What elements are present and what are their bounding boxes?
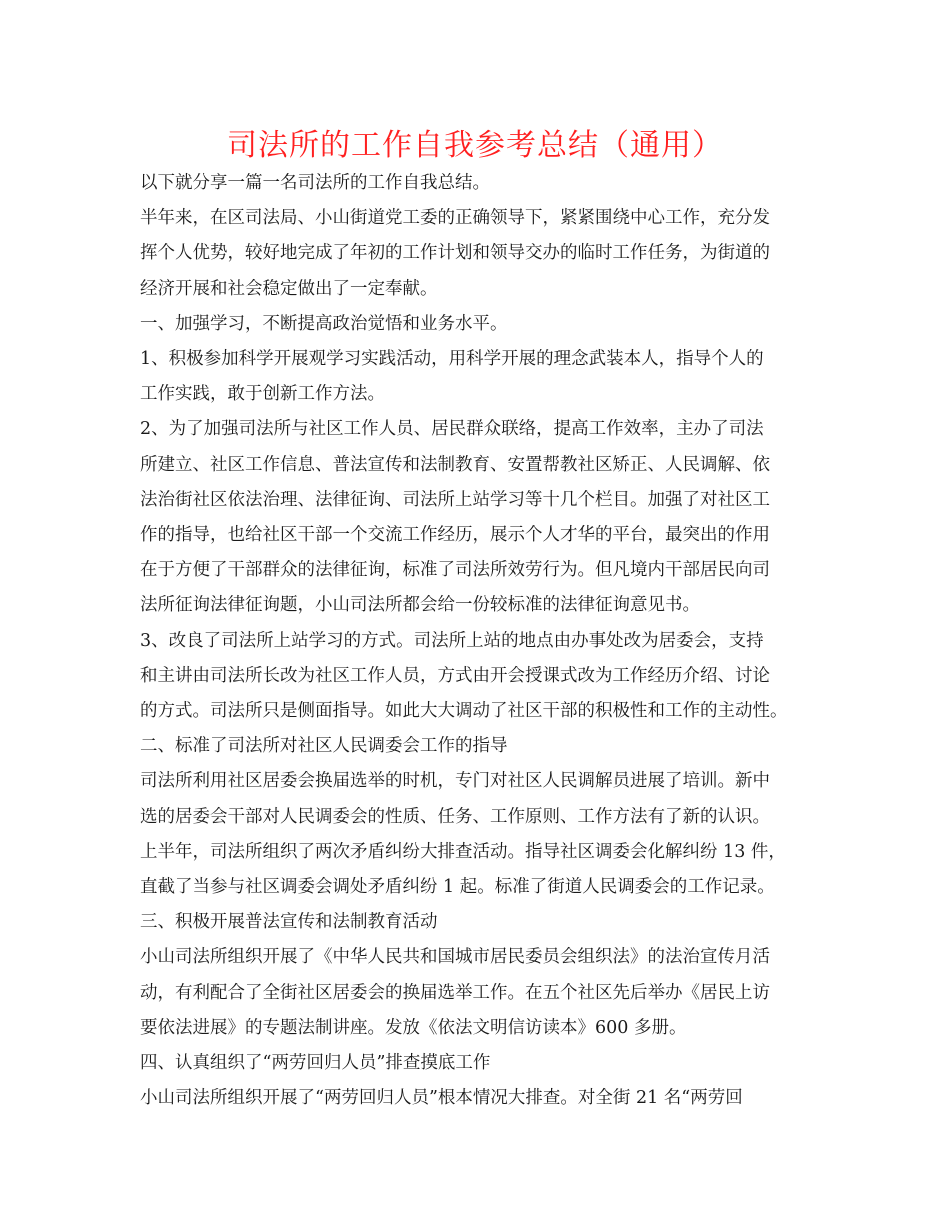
text-line: 所建立、社区工作信息、普法宣传和法制教育、安置帮教社区矫正、人民调解、依 — [140, 454, 770, 475]
text-line: 直截了当参与社区调委会调处矛盾纠纷 1 起。标准了街道人民调委会的工作记录。 — [140, 877, 775, 898]
text-line: 要依法进展》的专题法制讲座。发放《依法文明信访读本》600 多册。 — [140, 1017, 687, 1038]
text-line: 选的居委会干部对人民调委会的性质、任务、工作原则、工作方法有了新的认识。 — [140, 806, 770, 827]
text-line: 工作实践，敢于创新工作方法。 — [140, 384, 385, 405]
text-line: 小山司法所组织开展了“两劳回归人员”根本情况大排查。对全街 21 名“两劳回 — [140, 1088, 743, 1109]
text-line: 动，有利配合了全街社区居委会的换届选举工作。在五个社区先后举办《居民上访 — [140, 982, 770, 1003]
text-line: 司法所利用社区居委会换届选举的时机，专门对社区人民调解员进展了培训。新中 — [140, 771, 770, 792]
document-body — [140, 166, 820, 1116]
text-line: 1、积极参加科学开展观学习实践活动，用科学开展的理念武装本人，指导个人的 — [140, 349, 764, 370]
text-line: 和主讲由司法所长改为社区工作人员，方式由开会授课式改为工作经历介绍、讨论 — [140, 665, 770, 686]
text-line: 以下就分享一篇一名司法所的工作自我总结。 — [140, 173, 490, 193]
text-line: 四、认真组织了“两劳回归人员”排查摸底工作 — [140, 1053, 491, 1074]
text-line: 半年来，在区司法局、小山街道党工委的正确领导下，紧紧围绕中心工作，充分发 — [140, 208, 770, 229]
text-line: 挥个人优势，较好地完成了年初的工作计划和领导交办的临时工作任务，为街道的 — [140, 243, 770, 264]
document-title: 司法所的工作自我参考总结（通用） — [227, 128, 723, 163]
text-line: 3、改良了司法所上站学习的方式。司法所上站的地点由办事处改为居委会，支持 — [140, 630, 764, 651]
text-line: 经济开展和社会稳定做出了一定奉献。 — [140, 278, 438, 299]
text-line: 一、加强学习，不断提高政治觉悟和业务水平。 — [140, 313, 508, 334]
text-line: 的方式。司法所只是侧面指导。如此大大调动了社区干部的积极性和工作的主动性。 — [140, 701, 788, 722]
text-line: 上半年，司法所组织了两次矛盾纠纷大排查活动。指导社区调委会化解纠纷 13 件， — [140, 841, 786, 862]
text-line: 在于方便了干部群众的法律征询，标准了司法所效劳行为。但凡境内干部居民向司 — [140, 560, 770, 581]
text-line: 作的指导，也给社区干部一个交流工作经历，展示个人才华的平台，最突出的作用 — [140, 525, 770, 546]
text-line: 小山司法所组织开展了《中华人民共和国城市居民委员会组织法》的法治宣传月活 — [140, 947, 770, 968]
text-line: 2、为了加强司法所与社区工作人员、居民群众联络，提高工作效率，主办了司法 — [140, 419, 764, 440]
text-line: 法治街社区依法治理、法律征询、司法所上站学习等十几个栏目。加强了对社区工 — [140, 489, 770, 510]
text-line: 三、积极开展普法宣传和法制教育活动 — [140, 912, 438, 933]
text-line: 法所征询法律征询题，小山司法所都会给一份较标准的法律征询意见书。 — [140, 595, 700, 616]
text-line: 二、标准了司法所对社区人民调委会工作的指导 — [140, 736, 508, 757]
